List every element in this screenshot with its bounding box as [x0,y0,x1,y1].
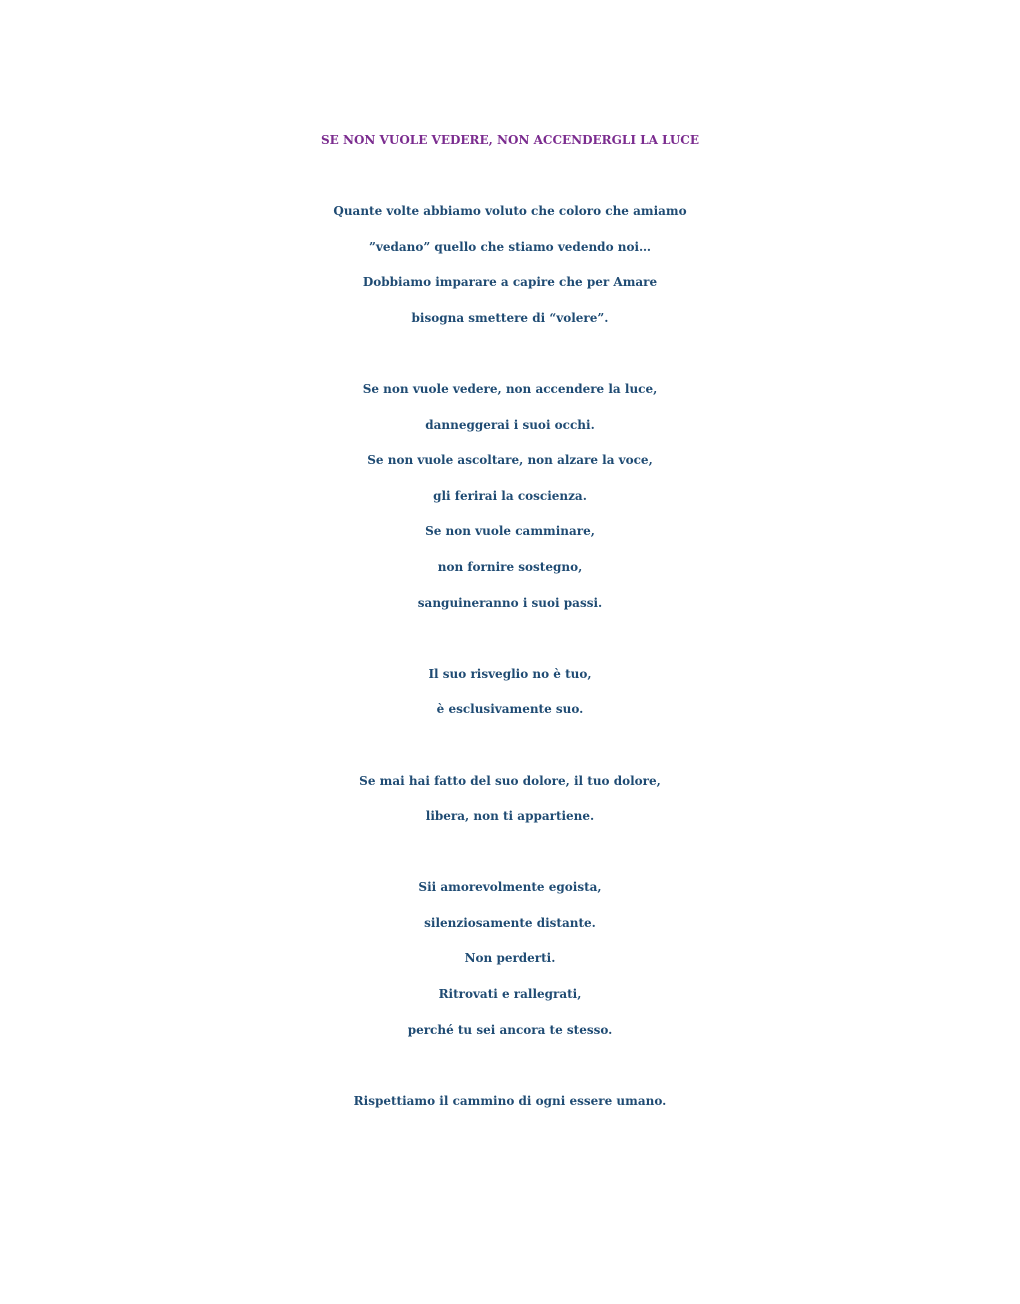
poem-line: danneggerai i suoi occhi. [425,417,595,432]
poem-line: Dobbiamo imparare a capire che per Amare [362,275,658,290]
poem-line: Quante volte abbiamo voluto che coloro che amiamo [333,204,687,218]
poem-line: ”vedano” quello che stiamo vedendo noi… [368,239,652,254]
poem-line: Ritrovati e rallegrati, [438,987,582,1002]
poem-title: SE NON VUOLE VEDERE, NON ACCENDERGLI LA LUCE [321,133,699,147]
poem-line: Il suo risveglio no è tuo, [428,666,592,681]
poem-body [0,194,1020,1155]
poem-line: è esclusivamente suo. [436,702,584,717]
poem-line: Se non vuole ascoltare, non alzare la voce, [367,453,653,468]
poem-line: Non perderti. [464,951,556,966]
stanza [0,194,1020,336]
poem-line: Se mai hai fatto del suo dolore, il tuo dolore, [359,773,661,788]
poem-line: libera, non ti appartiene. [425,809,595,824]
poem-line: gli ferirai la coscienza. [433,488,587,503]
poem-line: non fornire sostegno, [437,559,583,574]
poem-line: perché tu sei ancora te stesso. [407,1022,613,1037]
stanza [0,657,1020,728]
poem-line: Sii amorevolmente egoista, [418,880,602,895]
poem-line: sanguineranno i suoi passi. [417,595,603,610]
poem-line: Se non vuole vedere, non accendere la luce, [362,381,658,396]
poem-line: Rispettiamo il cammino di ogni essere umano. [353,1093,667,1108]
stanza [0,372,1020,621]
stanza [0,764,1020,835]
poem-line: Se non vuole camminare, [425,524,595,539]
stanza [0,1084,1020,1120]
poem-line: bisogna smettere di “volere”. [411,310,609,325]
poem-line: silenziosamente distante. [424,915,596,930]
stanza [0,870,1020,1048]
